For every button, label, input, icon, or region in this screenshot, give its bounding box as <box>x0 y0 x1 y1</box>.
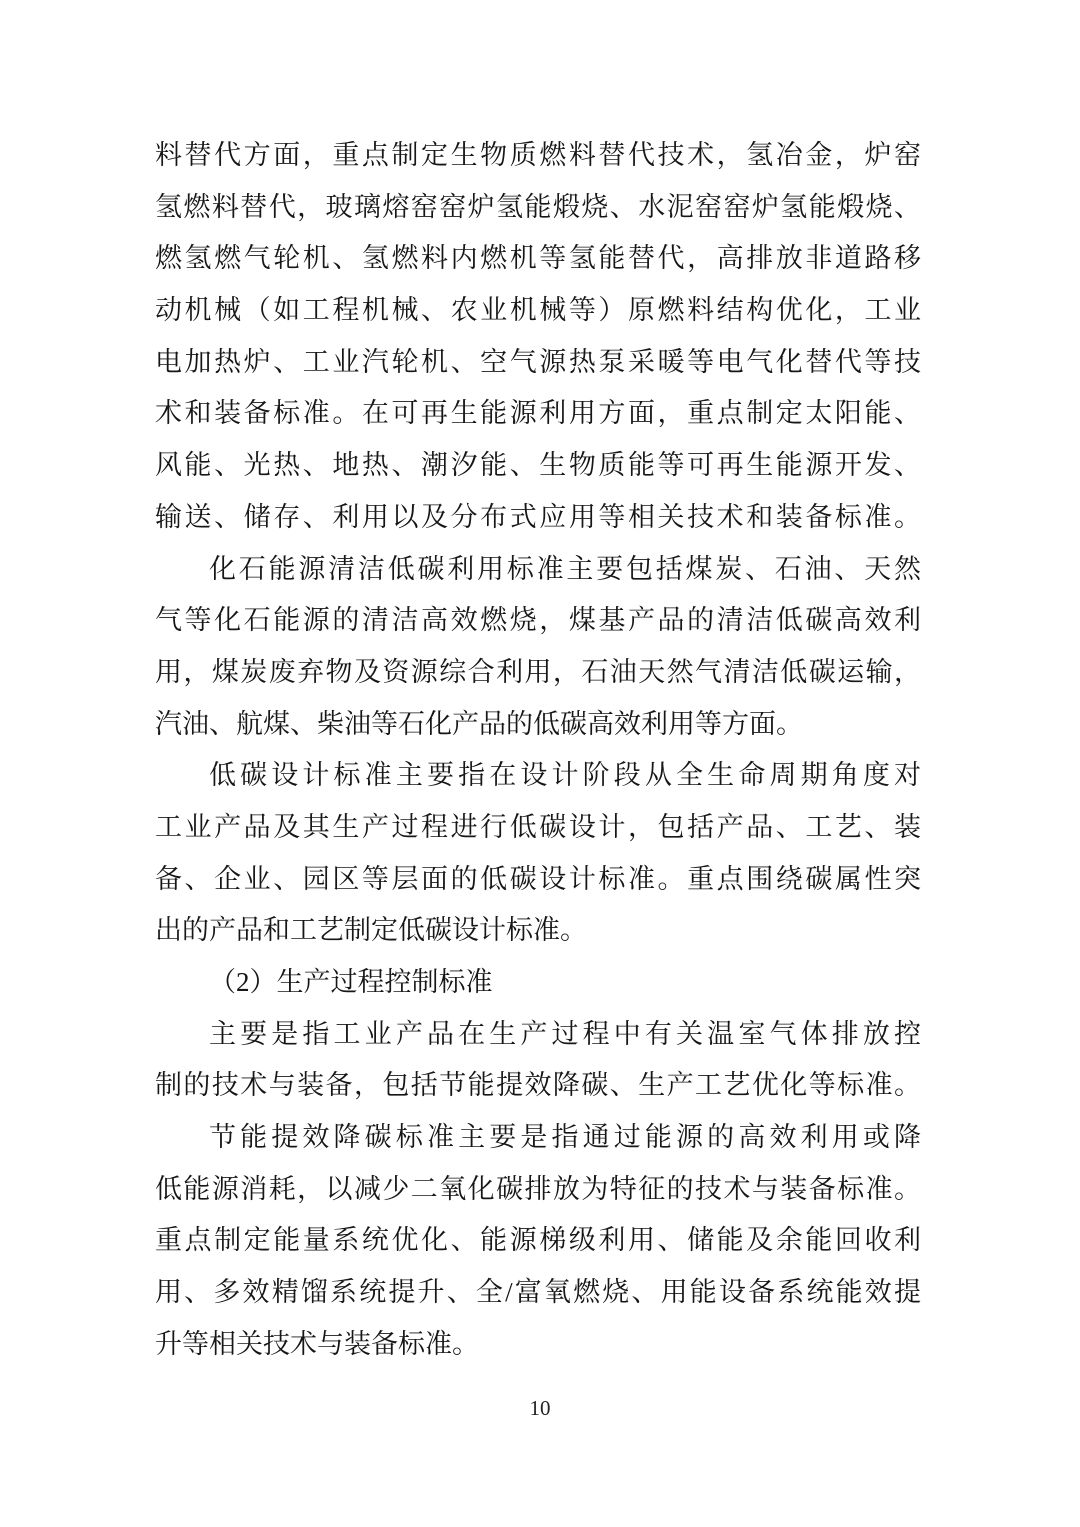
text-line: 氢燃料替代，玻璃熔窑窑炉氢能煅烧、水泥窑窑炉氢能煅烧、 <box>155 191 921 222</box>
text-line: 重点制定能量系统优化、能源梯级利用、储能及余能回收利 <box>155 1225 921 1256</box>
text-line: 低碳设计标准主要指在设计阶段从全生命周期角度对 <box>209 760 921 791</box>
text-line: 燃氢燃气轮机、氢燃料内燃机等氢能替代，高排放非道路移 <box>155 243 921 274</box>
text-line: 术和装备标准。在可再生能源利用方面，重点制定太阳能、 <box>155 398 921 429</box>
text-line: 制的技术与装备，包括节能提效降碳、生产工艺优化等标准。 <box>155 1070 921 1101</box>
text-line: 主要是指工业产品在生产过程中有关温室气体排放控 <box>209 1018 921 1049</box>
text-line: 节能提效降碳标准主要是指通过能源的高效利用或降 <box>209 1122 921 1153</box>
text-line: 出的产品和工艺制定低碳设计标准。 <box>155 915 587 946</box>
text-line: 动机械（如工程机械、农业机械等）原燃料结构优化，工业 <box>155 295 921 326</box>
text-line: 气等化石能源的清洁高效燃烧，煤基产品的清洁低碳高效利 <box>155 605 921 636</box>
section-heading: （2）生产过程控制标准 <box>209 967 493 997</box>
text-line: 备、企业、园区等层面的低碳设计标准。重点围绕碳属性突 <box>155 863 921 894</box>
text-line: 工业产品及其生产过程进行低碳设计，包括产品、工艺、装 <box>155 811 921 842</box>
text-block <box>155 130 921 1371</box>
text-line: 风能、光热、地热、潮汐能、生物质能等可再生能源开发、 <box>155 450 921 481</box>
text-line: 输送、储存、利用以及分布式应用等相关技术和装备标准。 <box>155 501 921 532</box>
text-line: 化石能源清洁低碳利用标准主要包括煤炭、石油、天然 <box>209 553 921 584</box>
text-line: 用、多效精馏系统提升、全/富氧燃烧、用能设备系统能效提 <box>155 1277 921 1308</box>
text-line: 汽油、航煤、柴油等石化产品的低碳高效利用等方面。 <box>155 708 803 739</box>
text-line: 用，煤炭废弃物及资源综合利用，石油天然气清洁低碳运输， <box>155 656 921 687</box>
text-line: 料替代方面，重点制定生物质燃料替代技术，氢冶金，炉窑 <box>155 140 921 170</box>
page-footer <box>0 1396 1080 1421</box>
page-number: 10 <box>529 1396 551 1420</box>
text-line: 低能源消耗，以减少二氧化碳排放为特征的技术与装备标准。 <box>155 1173 921 1204</box>
text-line: 升等相关技术与装备标准。 <box>155 1328 479 1359</box>
text-line: 电加热炉、工业汽轮机、空气源热泵采暖等电气化替代等技 <box>155 346 921 377</box>
